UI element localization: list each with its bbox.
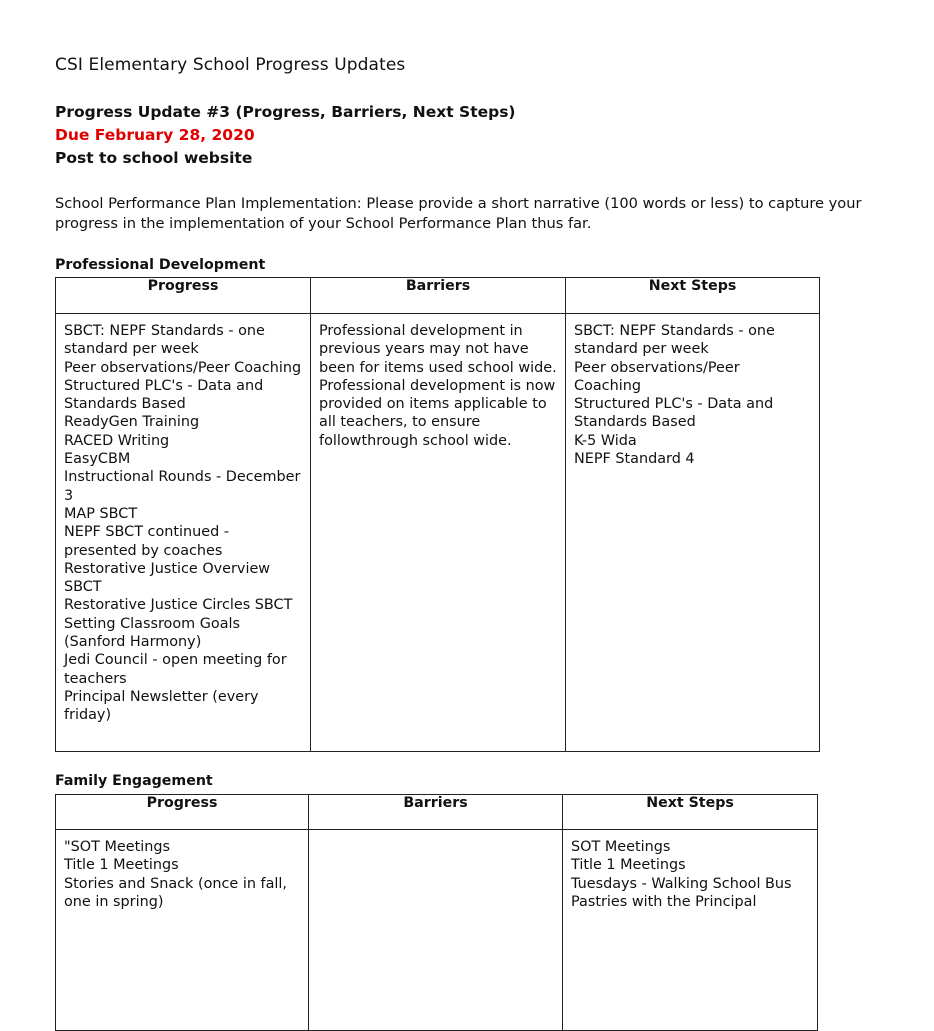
progress-item: NEPF SBCT continued - presented by coaches bbox=[64, 524, 230, 559]
next-steps-item: NEPF Standard 4 bbox=[574, 451, 695, 468]
column-header-next-steps: Next Steps bbox=[563, 795, 818, 830]
next-steps-item: SBCT: NEPF Standards - one standard per week bbox=[574, 323, 775, 358]
progress-item: "SOT Meetings bbox=[64, 839, 170, 855]
next-steps-cell bbox=[563, 830, 818, 1031]
progress-item: Instructional Rounds - December 3 bbox=[64, 469, 301, 504]
table-row bbox=[56, 830, 818, 1031]
next-steps-cell bbox=[566, 314, 820, 752]
progress-item: RACED Writing bbox=[64, 432, 170, 449]
table-header-row bbox=[56, 795, 818, 830]
progress-item: SBCT: NEPF Standards - one standard per week bbox=[64, 323, 265, 358]
section-label-professional-development: Professional Development bbox=[55, 257, 266, 273]
progress-item: ReadyGen Training bbox=[64, 414, 200, 431]
progress-cell bbox=[56, 830, 309, 1031]
progress-item: Jedi Council - open meeting for teachers bbox=[64, 652, 287, 687]
post-instruction: Post to school website bbox=[55, 149, 253, 167]
progress-item: Restorative Justice Overview SBCT bbox=[64, 560, 271, 596]
next-steps-item: K-5 Wida bbox=[574, 432, 637, 449]
table-row bbox=[56, 314, 820, 752]
next-steps-item: Tuesdays - Walking School Bus bbox=[571, 875, 792, 892]
table-header-row bbox=[56, 278, 820, 314]
barriers-cell bbox=[309, 830, 563, 1031]
intro-paragraph: School Performance Plan Implementation: Please provide a short narrative (100 words or less) to capture your progress in the implementation of your School Performance Plan thus far. bbox=[55, 195, 862, 232]
next-steps-item: Pastries with the Principal bbox=[571, 893, 757, 910]
progress-item: Restorative Justice Circles SBCT bbox=[64, 597, 293, 614]
next-steps-item: Title 1 Meetings bbox=[571, 857, 686, 874]
column-header-progress: Progress bbox=[56, 795, 309, 830]
next-steps-item: Structured PLC's - Data and Standards Based bbox=[574, 396, 774, 431]
column-header-next-steps: Next Steps bbox=[566, 278, 820, 314]
column-header-barriers: Barriers bbox=[309, 795, 563, 830]
progress-item: Stories and Snack (once in fall, one in spring) bbox=[64, 875, 287, 910]
update-heading: Progress Update #3 (Progress, Barriers, Next Steps) bbox=[55, 103, 516, 121]
professional-development-table bbox=[55, 277, 820, 752]
document-title: CSI Elementary School Progress Updates bbox=[55, 55, 406, 75]
progress-item: Structured PLC's - Data and Standards Based bbox=[64, 377, 264, 413]
next-steps-item: Peer observations/Peer Coaching bbox=[574, 359, 740, 394]
due-date: Due February 28, 2020 bbox=[55, 126, 255, 144]
progress-cell bbox=[56, 314, 311, 752]
progress-item: Title 1 Meetings bbox=[64, 857, 179, 874]
next-steps-item: SOT Meetings bbox=[571, 839, 671, 855]
column-header-progress: Progress bbox=[56, 278, 311, 314]
progress-item: EasyCBM bbox=[64, 451, 131, 468]
progress-item: Peer observations/Peer Coaching bbox=[64, 359, 302, 376]
barriers-cell bbox=[311, 314, 566, 752]
family-engagement-table bbox=[55, 794, 818, 1031]
progress-item: MAP SBCT bbox=[64, 505, 138, 522]
progress-item: Setting Classroom Goals (Sanford Harmony) bbox=[64, 615, 241, 651]
progress-item: Principal Newsletter (every friday) bbox=[64, 688, 259, 724]
section-label-family-engagement: Family Engagement bbox=[55, 773, 213, 789]
barriers-item: Professional development in previous years may not have been for items used school wide. Professional development is now provided on items applicable to all teachers, to ensure followthrough school wide. bbox=[319, 323, 557, 449]
column-header-barriers: Barriers bbox=[311, 278, 566, 314]
